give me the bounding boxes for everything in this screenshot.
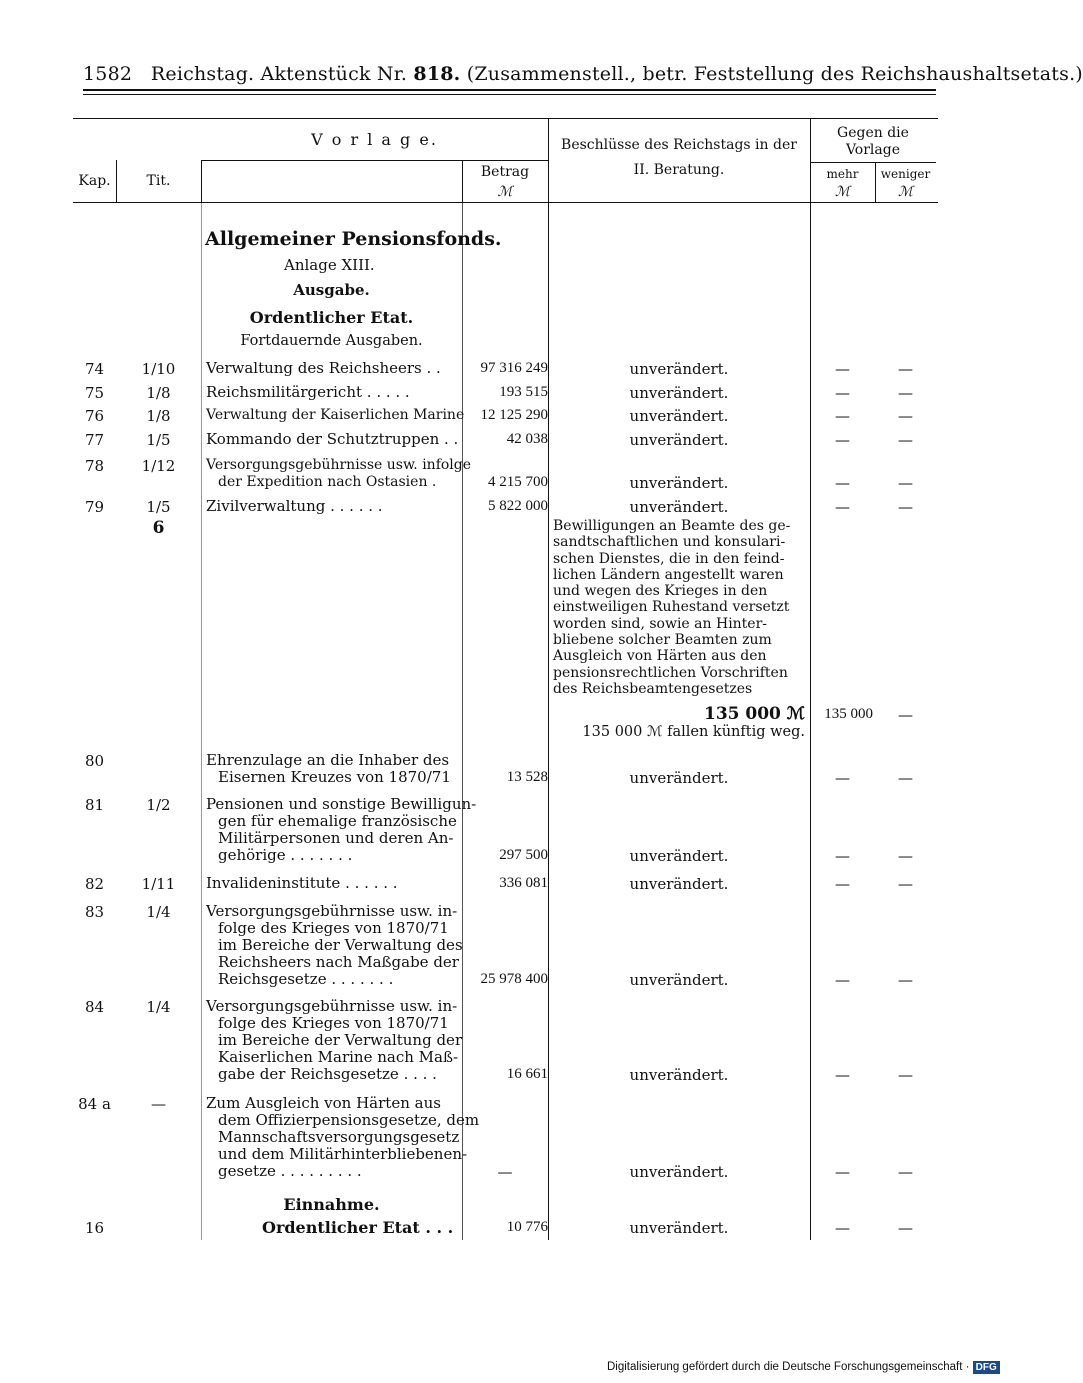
row-tit: 1/4 [146, 903, 171, 921]
row-text: Zivilverwaltung . . . . . . [206, 497, 383, 515]
row-decision: unverändert. [629, 847, 729, 865]
table-top-rule [73, 118, 938, 119]
row-kap: 84 a [78, 1095, 111, 1113]
einnahme-label: Ordentlicher Etat . . . [262, 1218, 454, 1237]
row-mehr: — [835, 1066, 850, 1084]
special-line: schen Dienstes, die in den feind- [553, 550, 785, 567]
row-kap: 80 [84, 752, 105, 770]
row-betrag: — [497, 1163, 513, 1181]
row-text: Militärpersonen und deren An- [218, 829, 454, 847]
row-decision: unverändert. [629, 971, 729, 989]
col-gegen-1: Gegen die [837, 125, 909, 141]
row-decision: unverändert. [629, 1163, 729, 1181]
row-betrag: 13 528 [506, 769, 548, 785]
row-weniger: — [898, 847, 913, 865]
col-kap: Kap. [78, 173, 111, 189]
section-ausgabe: Ausgabe. [293, 281, 370, 299]
row-kap: 83 [84, 903, 105, 921]
row-mehr: — [835, 407, 850, 425]
special-line: des Reichsbeamtengesetzes [553, 680, 753, 697]
row-betrag: 25 978 400 [480, 971, 548, 987]
page-header [83, 63, 1083, 85]
header-rule-thin [83, 94, 936, 95]
special-weniger: — [898, 706, 913, 724]
row-weniger: — [898, 1163, 913, 1181]
col-mehr: mehr [826, 167, 859, 181]
header-rule-thick [83, 89, 936, 91]
row-tit: 1/4 [146, 998, 171, 1016]
row-text: folge des Krieges von 1870/71 [218, 919, 449, 937]
header-number: 818. [413, 63, 461, 85]
row-betrag: 336 081 [499, 875, 548, 891]
row-tit: 1/11 [141, 875, 176, 893]
row-kap: 81 [84, 796, 105, 814]
section-title: Allgemeiner Pensionsfonds. [205, 228, 502, 250]
row-mehr: — [835, 847, 850, 865]
row-betrag: 42 038 [506, 431, 548, 447]
row-betrag: 12 125 290 [480, 407, 548, 423]
row-tit: — [151, 1095, 166, 1113]
row-weniger: — [898, 769, 913, 787]
col-beschluesse-2: II. Beratung. [633, 162, 725, 178]
row-decision: unverändert. [629, 431, 729, 449]
row-text: Kaiserlichen Marine nach Maß- [218, 1048, 459, 1066]
row-kap: 74 [84, 360, 105, 378]
special-line: lichen Ländern angestellt waren [553, 566, 784, 583]
row-betrag: 97 316 249 [480, 360, 548, 376]
row-decision: unverändert. [629, 1066, 729, 1084]
row-mehr: — [835, 384, 850, 402]
row-kap: 78 [84, 457, 105, 475]
row-betrag: 4 215 700 [488, 474, 548, 490]
row-decision: unverändert. [629, 474, 729, 492]
row-text: dem Offizierpensionsgesetze, dem [218, 1111, 480, 1129]
row-weniger: — [898, 360, 913, 378]
row-text: Pensionen und sonstige Bewilligun- [206, 795, 477, 813]
special-amount: 135 000 ℳ [704, 704, 805, 724]
header-title: Reichstag. Aktenstück Nr. [150, 63, 408, 85]
row-text: Versorgungsgebührnisse usw. in- [206, 997, 458, 1015]
col-weniger-unit: ℳ [898, 184, 913, 200]
row-mehr: — [835, 431, 850, 449]
row-mehr: — [835, 971, 850, 989]
col-betrag: Betrag [480, 164, 530, 180]
row-kap: 84 [84, 998, 105, 1016]
col-divider [462, 202, 463, 1240]
row-text: Kommando der Schutztruppen . . [206, 430, 459, 448]
footer-text: Digitalisierung gefördert durch die Deutsche Forschungsgemeinschaft · [607, 1361, 970, 1373]
row-mehr: — [835, 498, 850, 516]
row-text: Zum Ausgleich von Härten aus [206, 1094, 441, 1112]
col-tit: Tit. [146, 173, 171, 189]
einnahme-weniger: — [898, 1219, 913, 1237]
special-text [553, 518, 808, 697]
section-ordentlicher-etat: Ordentlicher Etat. [249, 308, 414, 327]
einnahme-title: Einnahme. [283, 1195, 380, 1214]
row-kap: 82 [84, 875, 105, 893]
row-weniger: — [898, 384, 913, 402]
row-weniger: — [898, 971, 913, 989]
row-tit: 1/8 [146, 407, 171, 425]
special-line: Bewilligungen an Beamte des ge- [553, 518, 791, 534]
row-text: im Bereiche der Verwaltung der [218, 1031, 463, 1049]
row-text: Reichsgesetze . . . . . . . [218, 970, 394, 988]
row-mehr: — [835, 360, 850, 378]
row-weniger: — [898, 407, 913, 425]
special-line: bliebene solcher Beamten zum [553, 632, 772, 649]
row-text: Reichsheers nach Maßgabe der [218, 953, 459, 971]
row-kap: 79 [84, 498, 105, 516]
row-mehr: — [835, 1163, 850, 1181]
row-text: Verwaltung des Reichsheers . . [206, 359, 441, 377]
special-line: worden sind, sowie an Hinter- [553, 615, 768, 632]
einnahme-kap: 16 [84, 1219, 105, 1237]
header-bottom-rule [73, 202, 938, 203]
row-text: Mannschaftsversorgungsgesetz [218, 1128, 460, 1146]
row-decision: unverändert. [629, 384, 729, 402]
row-text: Reichsmilitärgericht . . . . . [206, 383, 410, 401]
row-text: und dem Militärhinterbliebenen- [218, 1145, 468, 1163]
row-weniger: — [898, 431, 913, 449]
header-divider [810, 162, 936, 163]
section-fortdauernde: Fortdauernde Ausgaben. [240, 333, 423, 349]
row-tit: 1/12 [141, 457, 176, 475]
row-weniger: — [898, 498, 913, 516]
einnahme-betrag: 10 776 [506, 1219, 548, 1235]
row-decision: unverändert. [629, 769, 729, 787]
row-text: Versorgungsgebührnisse usw. infolge [206, 457, 472, 473]
row-decision: unverändert. [629, 875, 729, 893]
row-text: Versorgungsgebührnisse usw. in- [206, 902, 458, 920]
row-decision: unverändert. [629, 498, 729, 516]
row-mehr: — [835, 474, 850, 492]
header-subtitle: (Zusammenstell., betr. Feststellung des Reichshaushaltsetats.) [466, 63, 1083, 85]
row-betrag: 16 661 [506, 1066, 548, 1082]
einnahme-decision: unverändert. [629, 1219, 729, 1237]
row-mehr: — [835, 769, 850, 787]
special-tit: 6 [152, 518, 165, 538]
row-text: Invalideninstitute . . . . . . [206, 874, 398, 892]
row-decision: unverändert. [629, 360, 729, 378]
dfg-logo-icon: DFG [973, 1361, 1000, 1374]
row-betrag: 297 500 [499, 847, 548, 863]
section-anlage: Anlage XIII. [284, 256, 375, 274]
row-text: gabe der Reichsgesetze . . . . [218, 1065, 437, 1083]
row-tit: 1/10 [141, 360, 176, 378]
row-text: gesetze . . . . . . . . . [218, 1162, 362, 1180]
special-line: einstweiligen Ruhestand versetzt [553, 599, 790, 616]
row-text: der Expedition nach Ostasien . [218, 474, 437, 490]
page-number: 1582 [83, 63, 133, 85]
row-tit: 1/5 [146, 431, 171, 449]
col-gegen-2: Vorlage [845, 142, 901, 158]
row-kap: 75 [84, 384, 105, 402]
special-line: und wegen des Krieges in den [553, 583, 768, 600]
footer [607, 1361, 997, 1373]
col-weniger: weniger [880, 167, 931, 181]
special-line: pensionsrechtlichen Vorschriften [553, 664, 788, 681]
row-mehr: — [835, 875, 850, 893]
row-betrag: 193 515 [499, 384, 548, 400]
col-beschluesse-1: Beschlüsse des Reichstags in der [561, 137, 797, 153]
special-note: 135 000 ℳ fallen künftig weg. [582, 724, 805, 740]
row-text: Verwaltung der Kaiserlichen Marine [206, 407, 465, 423]
row-weniger: — [898, 474, 913, 492]
special-mehr: 135 000 [824, 706, 873, 722]
col-divider [201, 202, 202, 1240]
special-line: Ausgleich von Härten aus den [553, 648, 767, 665]
einnahme-mehr: — [835, 1219, 850, 1237]
row-text: Eisernen Kreuzes von 1870/71 [218, 768, 451, 786]
col-divider [201, 160, 202, 202]
col-betrag-unit: ℳ [497, 184, 513, 200]
row-tit: 1/8 [146, 384, 171, 402]
row-kap: 77 [84, 431, 105, 449]
row-tit: 1/2 [146, 796, 171, 814]
col-vorlage: V o r l a g e. [311, 130, 438, 149]
row-decision: unverändert. [629, 407, 729, 425]
special-line: sandtschaftlichen und konsulari- [553, 534, 786, 551]
row-tit: 1/5 [146, 498, 171, 516]
row-weniger: — [898, 1066, 913, 1084]
col-mehr-unit: ℳ [835, 184, 850, 200]
row-weniger: — [898, 875, 913, 893]
row-text: folge des Krieges von 1870/71 [218, 1014, 449, 1032]
row-text: gen für ehemalige französische [218, 812, 457, 830]
row-betrag: 5 822 000 [488, 498, 548, 514]
header-divider [201, 160, 548, 161]
row-text: Ehrenzulage an die Inhaber des [206, 751, 450, 769]
row-text: im Bereiche der Verwaltung des [218, 936, 463, 954]
row-text: gehörige . . . . . . . [218, 846, 353, 864]
row-kap: 76 [84, 407, 105, 425]
